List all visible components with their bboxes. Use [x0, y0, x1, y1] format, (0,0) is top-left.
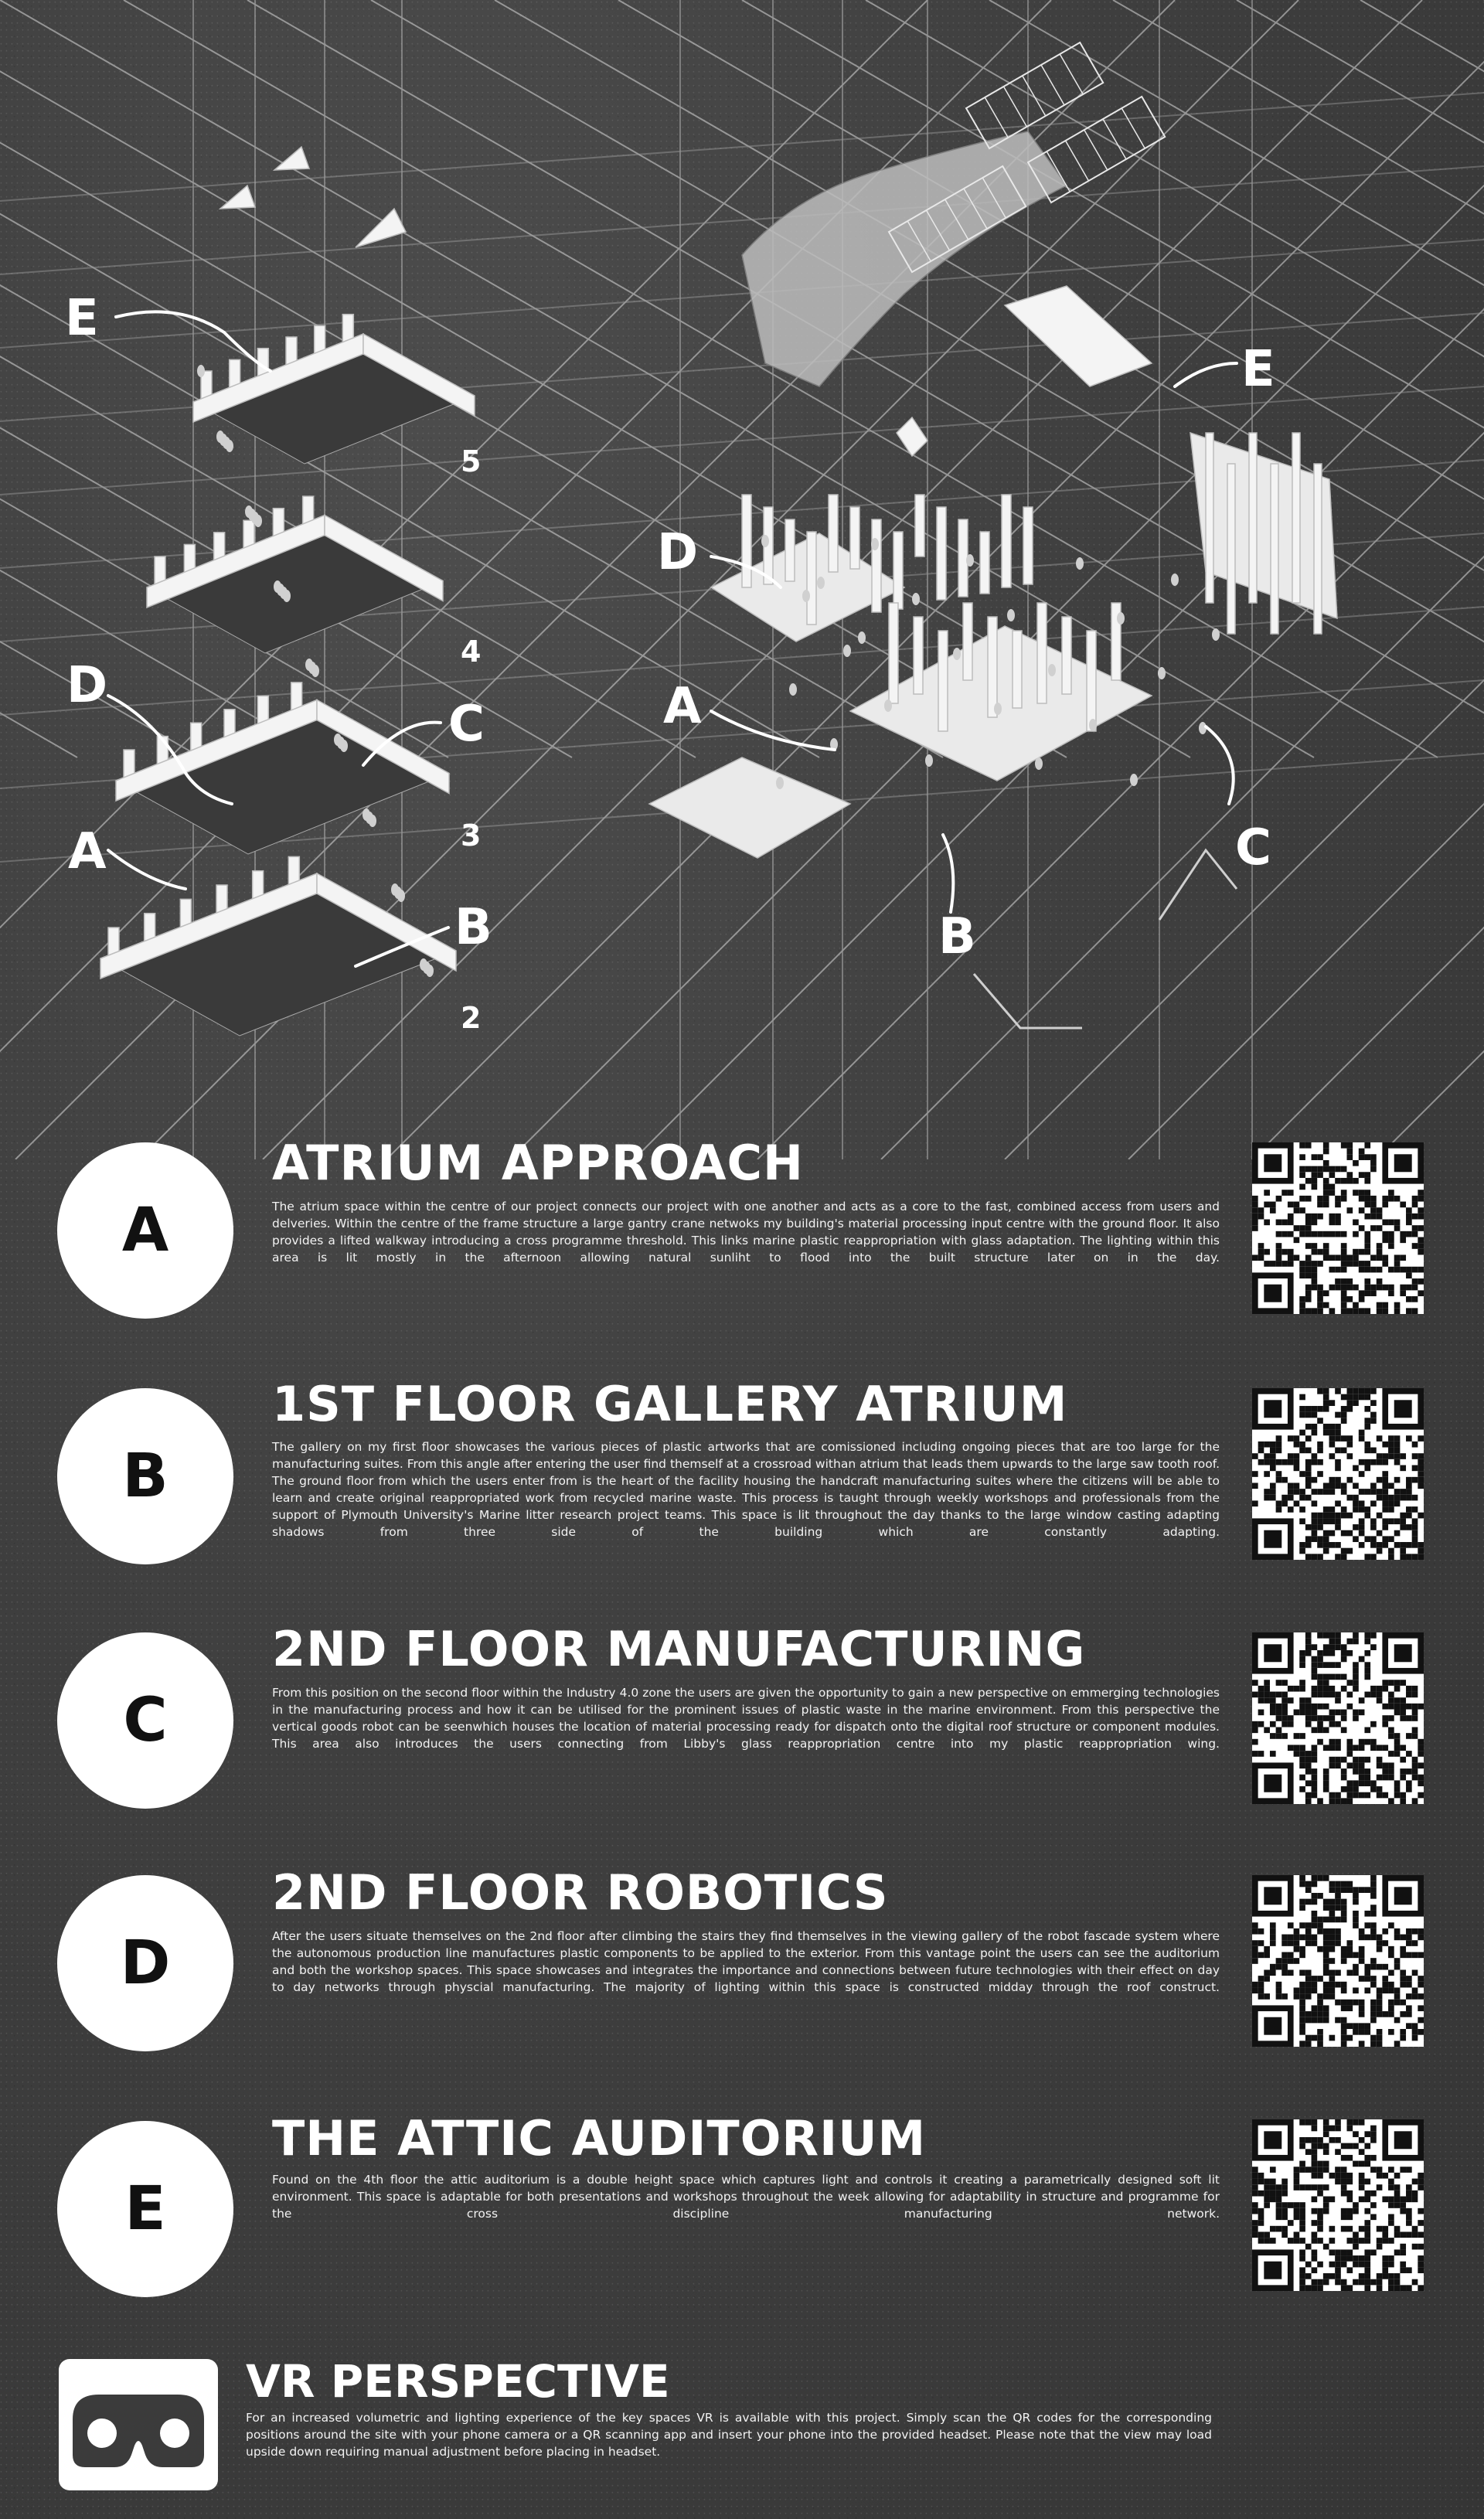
section-e-letter-badge: E	[57, 2121, 233, 2297]
qr-code-icon	[1252, 1142, 1424, 1314]
label-left-e: E	[65, 290, 99, 347]
section-c-description: From this position on the second floor within the Industry 4.0 zone the users are given the opportunity to gain a new perspective on emmerging technologies in the manufacturing process and how it can be utilised for the prominent issues of plastic waste in the marine environment. From this perspective the vertical goods robot can be seenwhich houses the location of material processing ready for dispatch onto the digital roof structure or component modules. This area also introduces the users connecting from Libby's glass reappropriation centre into my plastic reappropriation wing.	[272, 1686, 1220, 1751]
qr-code-icon	[1252, 1632, 1424, 1804]
section-e-title: THE ATTIC AUDITORIUM	[272, 2110, 927, 2167]
section-c-letter-badge: C	[57, 1632, 233, 1809]
label-right-a: A	[663, 678, 702, 735]
label-right-e: E	[1241, 341, 1275, 398]
qr-code-icon[interactable]	[1252, 1632, 1424, 1804]
label-left-d: D	[66, 657, 108, 714]
qr-code-icon	[1252, 2119, 1424, 2291]
qr-code-icon	[1252, 1875, 1424, 2047]
section-e-description: Found on the 4th floor the attic auditorium is a double height space which captures light and controls it creating a parametrically designed soft lit environment. This space is adaptable for both presentations and workshops throughout the week allowing for adaptability in structure and programme for the cross discipline manufacturing network.	[272, 2173, 1220, 2221]
qr-code-icon[interactable]	[1252, 1142, 1424, 1314]
label-left-b: B	[454, 899, 492, 956]
section-a-title: ATRIUM APPROACH	[272, 1135, 804, 1191]
label-floor-5: 5	[461, 444, 482, 478]
qr-code-icon[interactable]	[1252, 1388, 1424, 1560]
section-a-letter-badge: A	[57, 1142, 233, 1319]
section-d-description: After the users situate themselves on the 2nd floor after climbing the stairs they find themselves in the viewing gallery of the robot fascade system where the autonomous production line manufactures plastic components to be applied to the exterior. From this vantage point the users can see the auditorium and both the workshop spaces. This space showcases and integrates the importance and connections between future technologies with their effect on day to day networks through physcial manufacturing. The majority of lighting within this space is constructed midday through the roof construct.	[272, 1929, 1220, 1994]
section-d-title: 2ND FLOOR ROBOTICS	[272, 1864, 889, 1921]
label-floor-3: 3	[461, 819, 482, 853]
label-left-a: A	[68, 823, 107, 880]
qr-code-icon	[1252, 1388, 1424, 1560]
label-left-c: C	[448, 696, 485, 753]
label-right-b: B	[938, 908, 976, 965]
vr-headset-icon	[59, 2359, 218, 2490]
section-d-letter-badge: D	[57, 1875, 233, 2051]
qr-code-icon[interactable]	[1252, 1875, 1424, 2047]
section-b-title: 1ST FLOOR GALLERY ATRIUM	[272, 1376, 1068, 1432]
qr-code-icon[interactable]	[1252, 2119, 1424, 2291]
exploded-axonometric-drawing	[0, 0, 1484, 1159]
vr-title: VR PERSPECTIVE	[246, 2355, 670, 2408]
label-floor-2: 2	[461, 1001, 482, 1035]
section-b-description: The gallery on my first floor showcases the various pieces of plastic artworks that are comissioned including ongoing pieces that are too large for the manufacturing suites. From this angle after entering the user find themself at a crossroad withan atrium that leads them upwards to the large saw tooth roof. The ground floor from which the users enter from is the heart of the facility housing the handcraft manufacturing suites where the citizens will be able to learn and create original reappropriated work from recycled marine waste. This process is taught through weekly workshops and professionals from the support of Plymouth University's Marine litter research project teams. This space is lit throughout the day thanks to the large window casting adapting shadows from three side of the building which are constantly adapting.	[272, 1440, 1220, 1539]
label-right-d: D	[657, 524, 699, 581]
section-c-title: 2ND FLOOR MANUFACTURING	[272, 1621, 1086, 1677]
section-b-letter-badge: B	[57, 1388, 233, 1564]
vr-description: For an increased volumetric and lighting experience of the key spaces VR is available with this project. Simply scan the QR codes for the corresponding positions around the site with your phone camera or a QR scanning app and insert your phone into the provided headset. Please note that the view may load upside down requiring manual adjustment before placing in headset.	[246, 2411, 1212, 2459]
label-right-c: C	[1235, 819, 1271, 877]
section-a-description: The atrium space within the centre of our project connects our project with one another and acts as a core to the fast, combined access from users and delveries. Within the centre of the frame structure a large gantry crane netwoks my building's material processing input centre with the ground floor. It also provides a lifted walkway introducing a cross programme threshold. This links marine plastic reappropriation with glass adaptation. The lighting within this area is lit mostly in the afternoon allowing natural sunliht to flood into the built structure later on in the day.	[272, 1200, 1220, 1265]
label-floor-4: 4	[461, 635, 482, 669]
